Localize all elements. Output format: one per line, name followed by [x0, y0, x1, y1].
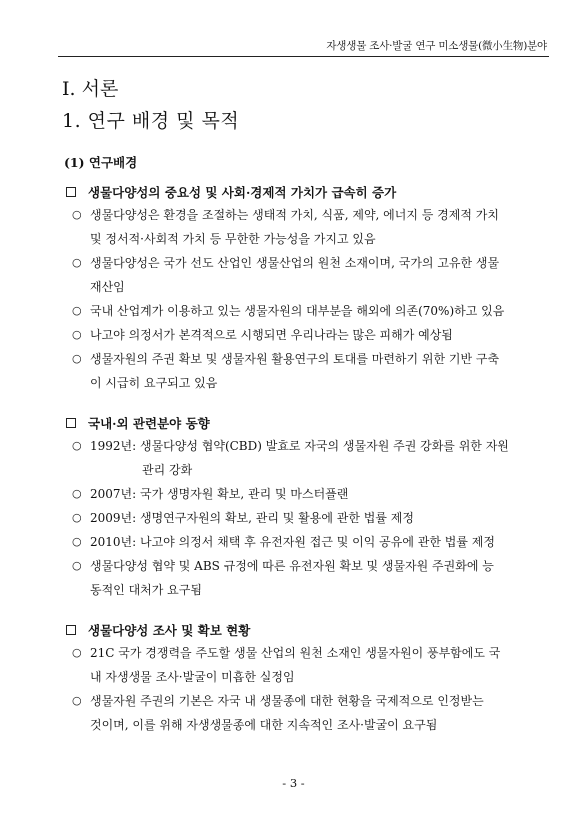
list-item-continuation: 관리 강화: [142, 463, 193, 477]
list-item-continuation: 및 정서적·사회적 가치 등 무한한 가능성을 가지고 있음: [90, 232, 376, 246]
list-item-line: 1992년: 생물다양성 협약(CBD) 발효로 자국의 생물자원 주권 강화를 위한 자원: [90, 439, 509, 453]
list-item-continuation: 것이며, 이를 위해 자생생물종에 대한 지속적인 조사·발굴이 요구됨: [90, 718, 438, 732]
list-item-line: 생물자원의 주권 확보 및 생물자원 활용연구의 토대를 마련하기 위한 기반 구축: [90, 352, 500, 366]
topic-heading: [66, 181, 547, 203]
list-item: [72, 203, 547, 251]
list-item: [72, 347, 547, 395]
page-number: - 3 -: [282, 776, 305, 790]
circle-bullet-icon: ○: [72, 352, 82, 365]
topic-heading-text: 국내·외 관련분야 동향: [88, 416, 210, 431]
topic-group: [62, 181, 547, 395]
list-item-line: 2009년: 생명연구자원의 확보, 관리 및 활용에 관한 법률 제정: [90, 511, 414, 525]
circle-bullet-icon: ○: [72, 694, 82, 707]
circle-bullet-icon: ○: [72, 511, 82, 524]
list-item: [72, 689, 547, 737]
circle-bullet-icon: ○: [72, 439, 82, 452]
running-header: 자생생물 조사·발굴 연구 미소생물(微小生物)분야: [326, 40, 547, 52]
list-item-continuation: 동적인 대처가 요구됨: [90, 583, 202, 597]
list-item-continuation: 재산임: [90, 280, 125, 294]
chapter-title: Ⅰ. 서론: [62, 78, 119, 100]
circle-bullet-icon: ○: [72, 208, 82, 221]
subsection-title: (1) 연구배경: [64, 155, 138, 170]
square-bullet-icon: [66, 625, 76, 635]
list-item-line: 나고야 의정서가 본격적으로 시행되면 우리나라는 많은 피해가 예상됨: [90, 328, 453, 342]
topic-heading-text: 생물다양성의 중요성 및 사회·경제적 가치가 급속히 증가: [88, 185, 397, 200]
circle-bullet-icon: ○: [72, 535, 82, 548]
list-item: [72, 434, 547, 482]
topic-heading: [66, 412, 547, 434]
circle-bullet-icon: ○: [72, 328, 82, 341]
list-item-line: 생물자원 주권의 기본은 자국 내 생물종에 대한 현황을 국제적으로 인정받는: [90, 694, 484, 708]
list-item: [72, 554, 547, 602]
square-bullet-icon: [66, 187, 76, 197]
circle-bullet-icon: ○: [72, 646, 82, 659]
list-item-line: 국내 산업계가 이용하고 있는 생물자원의 대부분을 해외에 의존(70%)하고 있음: [90, 304, 505, 318]
circle-bullet-icon: ○: [72, 487, 82, 500]
list-item: [72, 251, 547, 299]
list-item: [72, 506, 547, 530]
list-item-line: 2010년: 나고야 의정서 채택 후 유전자원 접근 및 이익 공유에 관한 법률 제정: [90, 535, 495, 549]
header-divider: [58, 56, 549, 57]
list-item: [72, 482, 547, 506]
topic-group: [62, 619, 547, 737]
list-item-line: 생물다양성은 국가 선도 산업인 생물산업의 원천 소재이며, 국가의 고유한 생물: [90, 256, 500, 270]
topic-heading: [66, 619, 547, 641]
section-title: 1. 연구 배경 및 목적: [62, 110, 240, 132]
list-item-continuation: 내 자생생물 조사·발굴이 미흡한 실정임: [90, 670, 295, 684]
square-bullet-icon: [66, 418, 76, 428]
list-item: [72, 530, 547, 554]
topic-heading-text: 생물다양성 조사 및 확보 현황: [88, 623, 251, 638]
circle-bullet-icon: ○: [72, 256, 82, 269]
list-item-line: 21C 국가 경쟁력을 주도할 생물 산업의 원천 소재인 생물자원이 풍부함에도 국: [90, 646, 501, 660]
circle-bullet-icon: ○: [72, 559, 82, 572]
list-item: [72, 323, 547, 347]
list-item-continuation: 이 시급히 요구되고 있음: [90, 376, 218, 390]
list-item: [72, 299, 547, 323]
topic-group: [62, 412, 547, 602]
circle-bullet-icon: ○: [72, 304, 82, 317]
list-item-line: 생물다양성 협약 및 ABS 규정에 따른 유전자원 확보 및 생물자원 주권화에 능: [90, 559, 494, 573]
list-item: [72, 641, 547, 689]
document-body: [62, 153, 547, 737]
list-item-line: 생물다양성은 환경을 조절하는 생태적 가치, 식품, 제약, 에너지 등 경제적 가치: [90, 208, 499, 222]
list-item-line: 2007년: 국가 생명자원 확보, 관리 및 마스터플랜: [90, 487, 349, 501]
